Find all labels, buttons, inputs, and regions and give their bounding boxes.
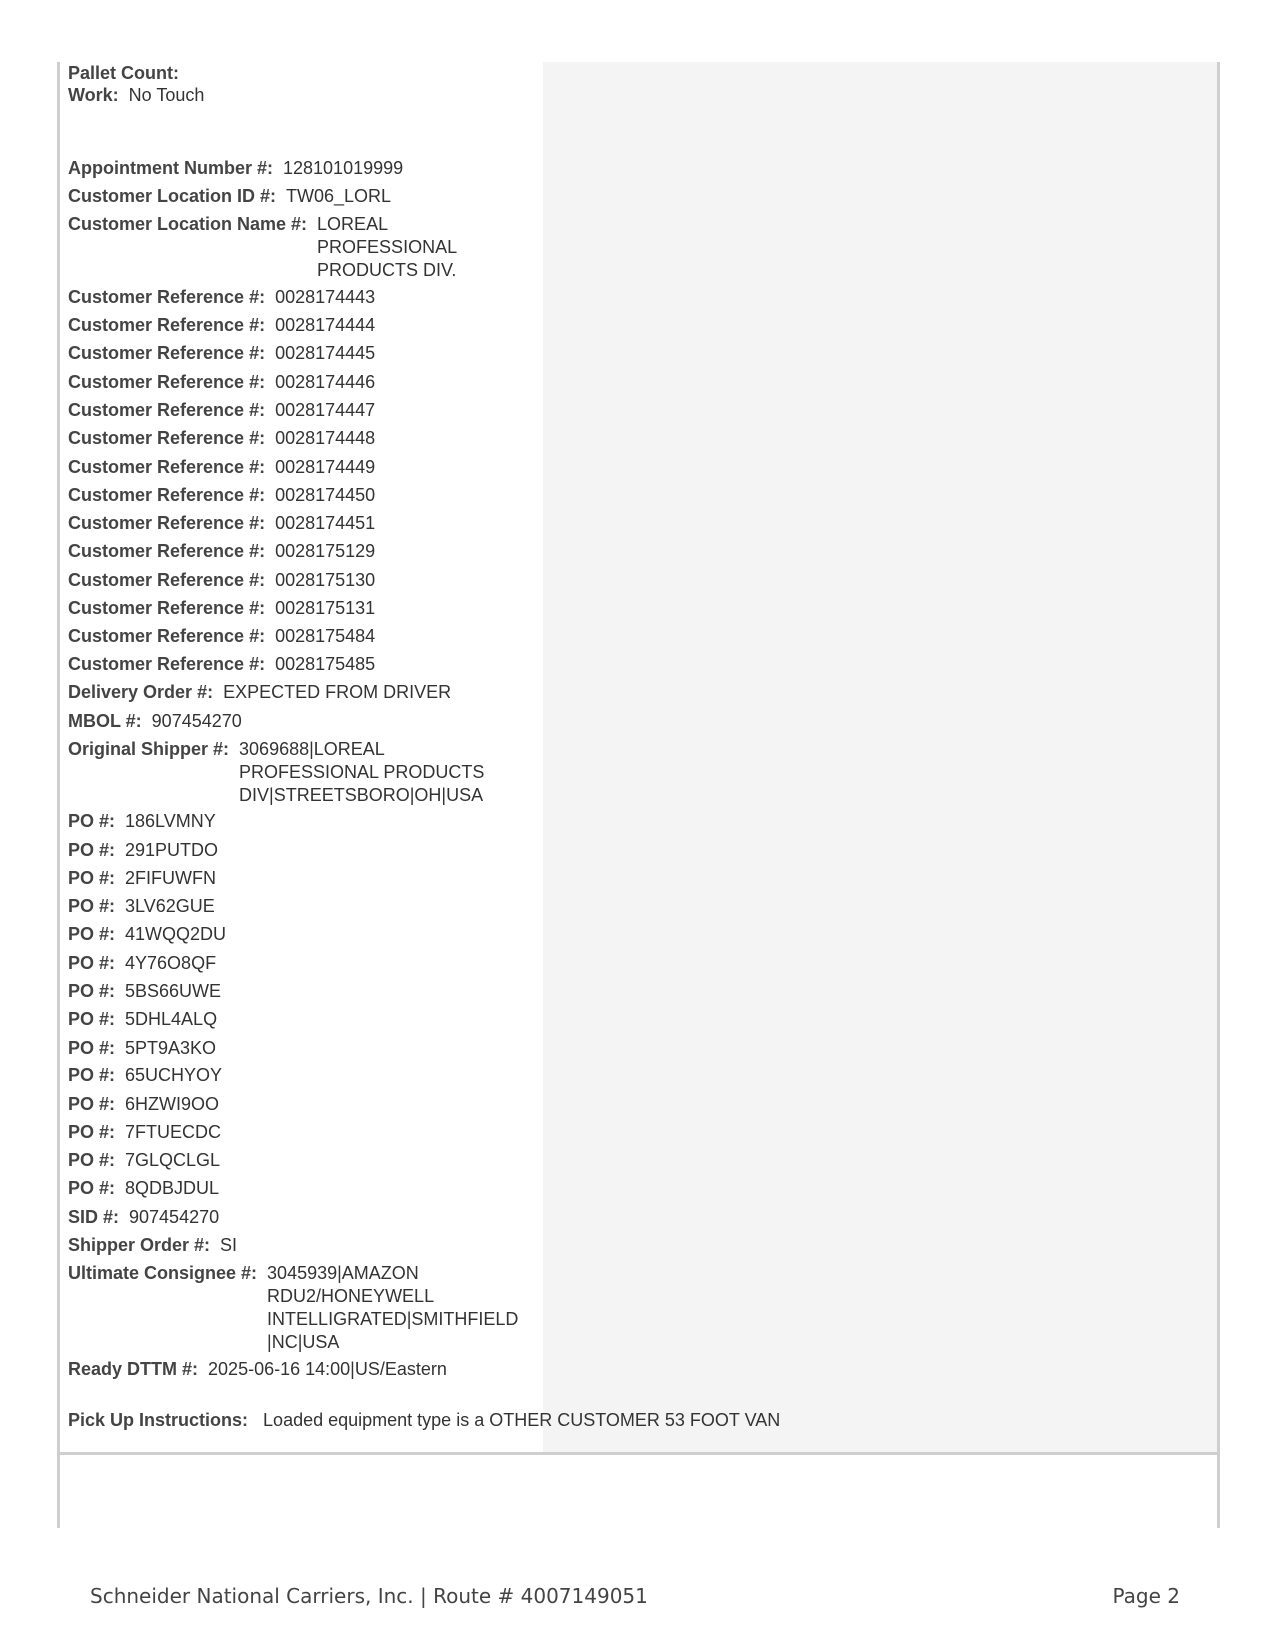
customer-ref-value: 0028175131 (275, 598, 376, 618)
po-label: PO #: (68, 811, 116, 831)
customer-ref-value: 0028174445 (275, 343, 376, 363)
customer-ref-label: Customer Reference #: (68, 428, 266, 448)
sid-value: 907454270 (129, 1207, 220, 1227)
po-row (68, 895, 215, 918)
customer-ref-row (68, 484, 375, 507)
po-label: PO #: (68, 868, 116, 888)
appointment-value: 128101019999 (283, 158, 404, 178)
footer-page-number: Page 2 (1112, 1584, 1180, 1608)
location-name-value (317, 213, 457, 282)
po-label: PO #: (68, 1009, 116, 1029)
location-name-line: PRODUCTS DIV. (317, 260, 457, 280)
po-label: PO #: (68, 1065, 116, 1085)
ultimate-consignee-line: RDU2/HONEYWELL (267, 1286, 435, 1306)
location-id-label: Customer Location ID #: (68, 186, 277, 206)
customer-ref-row (68, 427, 375, 450)
pickup-instructions-label: Pick Up Instructions: (68, 1410, 249, 1430)
po-value: 3LV62GUE (125, 896, 215, 916)
mbol-label: MBOL #: (68, 711, 142, 731)
ultimate-consignee-line: 3045939|AMAZON (267, 1263, 419, 1283)
po-label: PO #: (68, 1122, 116, 1142)
po-label: PO #: (68, 953, 116, 973)
po-label: PO #: (68, 840, 116, 860)
po-row (68, 867, 216, 890)
customer-ref-label: Customer Reference #: (68, 400, 266, 420)
customer-ref-value: 0028174444 (275, 315, 376, 335)
po-value: 5DHL4ALQ (125, 1009, 218, 1029)
customer-ref-row (68, 399, 375, 422)
work-row (68, 84, 204, 107)
frame-border-left (57, 1455, 60, 1528)
customer-ref-row (68, 540, 375, 563)
po-label: PO #: (68, 924, 116, 944)
po-value: 7GLQCLGL (125, 1150, 221, 1170)
customer-ref-value: 0028174443 (275, 287, 376, 307)
po-value: 2FIFUWFN (125, 868, 216, 888)
po-row (68, 1008, 217, 1031)
customer-ref-label: Customer Reference #: (68, 513, 266, 533)
location-name-row (68, 213, 457, 282)
location-id-value: TW06_LORL (286, 186, 392, 206)
work-value: No Touch (128, 85, 205, 105)
footer-route: Schneider National Carriers, Inc. | Route # 4007149051 (90, 1584, 648, 1608)
original-shipper-line: DIV|STREETSBORO|OH|USA (239, 785, 484, 805)
po-value: 5PT9A3KO (125, 1038, 217, 1058)
customer-ref-label: Customer Reference #: (68, 541, 266, 561)
original-shipper-row (68, 738, 484, 807)
po-row (68, 952, 216, 975)
customer-ref-label: Customer Reference #: (68, 626, 266, 646)
pallet-count-row (68, 62, 189, 85)
ultimate-consignee-value (267, 1262, 518, 1354)
original-shipper-line: 3069688|LOREAL (239, 739, 385, 759)
customer-ref-label: Customer Reference #: (68, 654, 266, 674)
po-value: 6HZWI9OO (125, 1094, 220, 1114)
customer-ref-value: 0028174446 (275, 372, 376, 392)
location-id-row (68, 185, 391, 208)
customer-ref-row (68, 569, 375, 592)
customer-ref-label: Customer Reference #: (68, 343, 266, 363)
customer-ref-value: 0028175485 (275, 654, 376, 674)
delivery-order-value: EXPECTED FROM DRIVER (223, 682, 452, 702)
customer-ref-value: 0028174447 (275, 400, 376, 420)
work-label: Work: (68, 85, 119, 105)
po-row (68, 1064, 222, 1087)
po-label: PO #: (68, 981, 116, 1001)
po-label: PO #: (68, 1178, 116, 1198)
location-name-line: PROFESSIONAL (317, 237, 458, 257)
customer-ref-label: Customer Reference #: (68, 598, 266, 618)
customer-ref-label: Customer Reference #: (68, 485, 266, 505)
ultimate-consignee-line: |NC|USA (267, 1332, 340, 1352)
customer-ref-row (68, 456, 375, 479)
customer-ref-value: 0028175130 (275, 570, 376, 590)
ultimate-consignee-label: Ultimate Consignee #: (68, 1263, 258, 1283)
po-row (68, 1093, 219, 1116)
customer-ref-value: 0028175484 (275, 626, 376, 646)
po-value: 291PUTDO (125, 840, 219, 860)
po-row (68, 810, 216, 833)
po-row (68, 923, 226, 946)
customer-ref-value: 0028174448 (275, 428, 376, 448)
section-divider (57, 1452, 1220, 1455)
customer-ref-row (68, 342, 375, 365)
sid-row (68, 1206, 219, 1229)
pickup-instructions (68, 1409, 780, 1432)
po-label: PO #: (68, 896, 116, 916)
location-name-line: LOREAL (317, 214, 389, 234)
po-value: 4Y76O8QF (125, 953, 217, 973)
appointment-label: Appointment Number #: (68, 158, 273, 178)
mbol-value: 907454270 (151, 711, 242, 731)
mbol-row (68, 710, 242, 733)
po-row (68, 1149, 220, 1172)
po-row (68, 1177, 219, 1200)
customer-ref-label: Customer Reference #: (68, 457, 266, 477)
ultimate-consignee-row (68, 1262, 518, 1354)
po-label: PO #: (68, 1094, 116, 1114)
frame-border-right (1217, 1455, 1220, 1528)
customer-ref-value: 0028174449 (275, 457, 376, 477)
po-value: 5BS66UWE (125, 981, 222, 1001)
ready-dttm-value: 2025-06-16 14:00|US/Eastern (208, 1359, 447, 1379)
customer-ref-row (68, 371, 375, 394)
original-shipper-value (239, 738, 484, 807)
ready-dttm-row (68, 1358, 447, 1381)
empty-right-column (543, 62, 1220, 1452)
original-shipper-label: Original Shipper #: (68, 739, 230, 759)
po-row (68, 1037, 216, 1060)
customer-ref-value: 0028174451 (275, 513, 376, 533)
po-row (68, 839, 218, 862)
shipper-order-label: Shipper Order #: (68, 1235, 211, 1255)
pallet-count-label: Pallet Count: (68, 63, 179, 83)
customer-ref-label: Customer Reference #: (68, 570, 266, 590)
customer-ref-row (68, 597, 375, 620)
po-value: 65UCHYOY (125, 1065, 223, 1085)
sid-label: SID #: (68, 1207, 120, 1227)
customer-ref-label: Customer Reference #: (68, 287, 266, 307)
shipper-order-row (68, 1234, 237, 1257)
customer-ref-row (68, 625, 375, 648)
customer-ref-row (68, 512, 375, 535)
pickup-instructions-value: Loaded equipment type is a OTHER CUSTOMER 53 FOOT VAN (263, 1410, 781, 1430)
po-row (68, 980, 221, 1003)
ready-dttm-label: Ready DTTM #: (68, 1359, 199, 1379)
ultimate-consignee-line: INTELLIGRATED|SMITHFIELD (267, 1309, 519, 1329)
po-row (68, 1121, 221, 1144)
customer-ref-row (68, 314, 375, 337)
po-label: PO #: (68, 1038, 116, 1058)
customer-ref-value: 0028175129 (275, 541, 376, 561)
location-name-label: Customer Location Name #: (68, 214, 308, 234)
po-value: 41WQQ2DU (125, 924, 227, 944)
delivery-order-label: Delivery Order #: (68, 682, 214, 702)
po-value: 7FTUECDC (125, 1122, 222, 1142)
po-label: PO #: (68, 1150, 116, 1170)
appointment-row (68, 157, 403, 180)
shipper-order-value: SI (220, 1235, 238, 1255)
customer-ref-label: Customer Reference #: (68, 372, 266, 392)
document-frame (57, 62, 1217, 1528)
po-value: 186LVMNY (125, 811, 216, 831)
customer-ref-label: Customer Reference #: (68, 315, 266, 335)
customer-ref-row (68, 653, 375, 676)
po-value: 8QDBJDUL (125, 1178, 220, 1198)
original-shipper-line: PROFESSIONAL PRODUCTS (239, 762, 485, 782)
customer-ref-row (68, 286, 375, 309)
customer-ref-value: 0028174450 (275, 485, 376, 505)
delivery-order-row (68, 681, 451, 704)
